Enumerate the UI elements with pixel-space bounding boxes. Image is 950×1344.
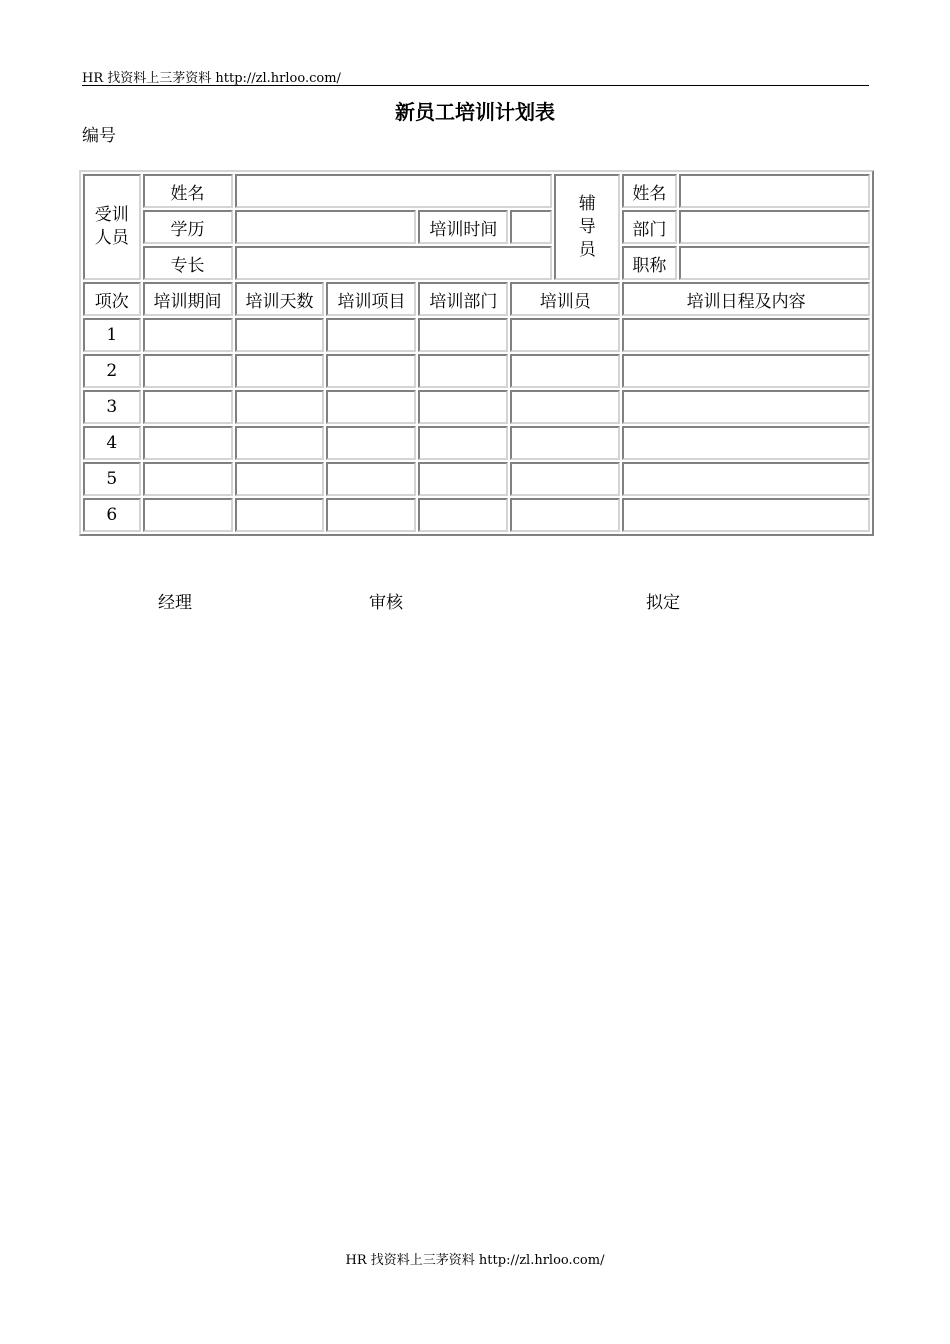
col-header-project: 培训项目: [326, 282, 416, 316]
days-cell[interactable]: [235, 426, 325, 460]
dept-cell[interactable]: [418, 318, 508, 352]
trainee-row-3: [83, 246, 870, 280]
row-number: 4: [83, 426, 141, 460]
tutor-group-label-line3: 员: [578, 239, 596, 260]
tutor-group-label: [554, 174, 620, 280]
col-header-schedule: 培训日程及内容: [622, 282, 870, 316]
trainee-education-label: 学历: [143, 210, 233, 244]
dept-cell[interactable]: [418, 462, 508, 496]
trainer-cell[interactable]: [510, 498, 620, 532]
training-time-field[interactable]: [510, 210, 552, 244]
trainer-cell[interactable]: [510, 390, 620, 424]
trainee-education-field[interactable]: [235, 210, 417, 244]
period-cell[interactable]: [143, 390, 233, 424]
training-plan-table: [79, 170, 874, 536]
period-cell[interactable]: [143, 426, 233, 460]
row-number: 3: [83, 390, 141, 424]
schedule-cell[interactable]: [622, 318, 870, 352]
trainee-row-1: [83, 174, 870, 208]
trainee-group-label-line2: 人员: [94, 228, 129, 248]
tutor-name-field[interactable]: [679, 174, 870, 208]
trainee-specialty-label: 专长: [143, 246, 233, 280]
trainee-specialty-field[interactable]: [235, 246, 553, 280]
project-cell[interactable]: [326, 390, 416, 424]
dept-cell[interactable]: [418, 426, 508, 460]
tutor-group-label-line2: 导: [578, 216, 596, 237]
period-cell[interactable]: [143, 354, 233, 388]
table-row: [83, 426, 870, 460]
footer-text: HR 找资料上三茅资料 http://zl.hrloo.com/: [345, 1253, 605, 1268]
header-text: HR 找资料上三茅资料 http://zl.hrloo.com/: [82, 71, 341, 86]
trainer-cell[interactable]: [510, 462, 620, 496]
dept-cell[interactable]: [418, 354, 508, 388]
schedule-cell[interactable]: [622, 426, 870, 460]
table-row: [83, 462, 870, 496]
tutor-dept-field[interactable]: [679, 210, 870, 244]
schedule-cell[interactable]: [622, 354, 870, 388]
trainer-cell[interactable]: [510, 318, 620, 352]
review-signature-label: 审核: [369, 593, 403, 613]
trainee-group-label: [83, 174, 141, 280]
col-header-trainer: 培训员: [510, 282, 620, 316]
tutor-dept-label: 部门: [622, 210, 676, 244]
days-cell[interactable]: [235, 462, 325, 496]
table-row: [83, 498, 870, 532]
draft-signature-label: 拟定: [646, 593, 680, 613]
tutor-title-field[interactable]: [679, 246, 870, 280]
days-cell[interactable]: [235, 390, 325, 424]
col-header-days: 培训天数: [235, 282, 325, 316]
trainee-name-label: 姓名: [143, 174, 233, 208]
tutor-title-label: 职称: [622, 246, 676, 280]
period-cell[interactable]: [143, 462, 233, 496]
period-cell[interactable]: [143, 318, 233, 352]
trainee-group-label-line1: 受训: [94, 205, 129, 225]
schedule-cell[interactable]: [622, 462, 870, 496]
col-header-dept: 培训部门: [418, 282, 508, 316]
training-time-label: 培训时间: [418, 210, 508, 244]
row-number: 5: [83, 462, 141, 496]
trainer-cell[interactable]: [510, 426, 620, 460]
schedule-cell[interactable]: [622, 390, 870, 424]
row-number: 6: [83, 498, 141, 532]
trainee-row-2: [83, 210, 870, 244]
col-header-item-no: 项次: [83, 282, 141, 316]
schedule-cell[interactable]: [622, 498, 870, 532]
table-row: [83, 354, 870, 388]
dept-cell[interactable]: [418, 498, 508, 532]
tutor-name-label: 姓名: [622, 174, 676, 208]
number-label: 编号: [82, 126, 116, 146]
trainee-name-field[interactable]: [235, 174, 553, 208]
column-header-row: [83, 282, 870, 316]
project-cell[interactable]: [326, 426, 416, 460]
period-cell[interactable]: [143, 498, 233, 532]
manager-signature-label: 经理: [158, 593, 192, 613]
header-rule: [82, 85, 869, 86]
row-number: 1: [83, 318, 141, 352]
trainer-cell[interactable]: [510, 354, 620, 388]
table-row: [83, 390, 870, 424]
project-cell[interactable]: [326, 318, 416, 352]
table-row: [83, 318, 870, 352]
days-cell[interactable]: [235, 354, 325, 388]
dept-cell[interactable]: [418, 390, 508, 424]
project-cell[interactable]: [326, 498, 416, 532]
days-cell[interactable]: [235, 498, 325, 532]
days-cell[interactable]: [235, 318, 325, 352]
col-header-period: 培训期间: [143, 282, 233, 316]
page-title: 新员工培训计划表: [395, 100, 555, 124]
tutor-group-label-line1: 辅: [578, 193, 596, 214]
row-number: 2: [83, 354, 141, 388]
project-cell[interactable]: [326, 354, 416, 388]
project-cell[interactable]: [326, 462, 416, 496]
